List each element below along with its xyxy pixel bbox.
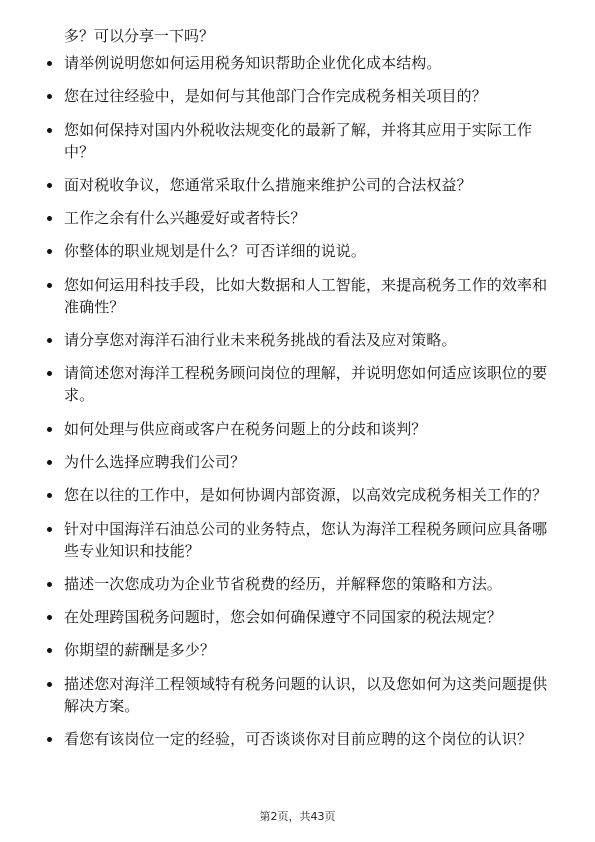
- question-item: [0, 52, 595, 74]
- question-text: 工作之余有什么兴趣爱好或者特长？: [64, 209, 306, 228]
- bullet-icon: [47, 737, 52, 742]
- bullet-icon: [47, 61, 52, 66]
- question-text: 在处理跨国税务问题时，您会如何确保遵守不同国家的税法规定？: [64, 608, 502, 627]
- question-item: [0, 119, 595, 163]
- question-item: [0, 518, 595, 562]
- question-text: 您如何运用科技手段，比如大数据和人工智能，来提高税务工作的效率和准确性？: [64, 275, 548, 316]
- question-text: 请分享您对海洋石油行业未来税务挑战的看法及应对策略。: [64, 331, 457, 350]
- continued-question-text: 多？可以分享一下吗？: [64, 27, 215, 45]
- bullet-icon: [47, 338, 52, 343]
- question-text: 您在过往经验中，是如何与其他部门合作完成税务相关项目的？: [64, 87, 487, 106]
- bullet-icon: [47, 427, 52, 432]
- question-text: 看您有该岗位一定的经验，可否谈谈你对目前应聘的这个岗位的认识？: [64, 730, 533, 749]
- bullet-icon: [47, 128, 52, 133]
- question-text: 针对中国海洋石油总公司的业务特点，您认为海洋工程税务顾问应具备哪些专业知识和技能？: [64, 519, 548, 560]
- question-item: [0, 418, 595, 440]
- question-text: 描述您对海洋工程领域特有税务问题的认识，以及您如何为这类问题提供解决方案。: [64, 674, 548, 715]
- question-text: 为什么选择应聘我们公司？: [64, 452, 246, 471]
- bullet-icon: [47, 460, 52, 465]
- bullet-icon: [47, 682, 52, 687]
- question-text: 您在以往的工作中，是如何协调内部资源，以高效完成税务相关工作的？: [64, 486, 548, 505]
- bullet-icon: [47, 94, 52, 99]
- bullet-icon: [47, 648, 52, 653]
- question-item: [0, 639, 595, 661]
- question-item: [0, 728, 595, 750]
- question-item: [0, 484, 595, 506]
- bullet-icon: [47, 249, 52, 254]
- question-item: [0, 174, 595, 196]
- question-item: [0, 362, 595, 406]
- question-item: [0, 573, 595, 595]
- bullet-icon: [47, 493, 52, 498]
- bullet-icon: [47, 183, 52, 188]
- bullet-icon: [47, 615, 52, 620]
- question-item: [0, 329, 595, 351]
- question-item: [0, 274, 595, 318]
- question-text: 面对税收争议，您通常采取什么措施来维护公司的合法权益？: [64, 175, 472, 194]
- bullet-icon: [47, 582, 52, 587]
- page-number-footer: 第2页，共43页: [259, 810, 336, 823]
- bullet-icon: [47, 527, 52, 532]
- question-text: 请举例说明您如何运用税务知识帮助企业优化成本结构。: [64, 54, 442, 72]
- question-text: 描述一次您成功为企业节省税费的经历，并解释您的策略和方法。: [64, 574, 502, 593]
- question-item: [0, 240, 595, 262]
- question-text: 您如何保持对国内外税收法规变化的最新了解，并将其应用于实际工作中？: [64, 120, 533, 161]
- bullet-icon: [47, 371, 52, 376]
- question-item: [0, 85, 595, 107]
- question-text: 请简述您对海洋工程税务顾问岗位的理解，并说明您如何适应该职位的要求。: [64, 364, 548, 405]
- question-item: [0, 606, 595, 628]
- question-item: [0, 207, 595, 229]
- question-item: [0, 451, 595, 473]
- question-text: 你整体的职业规划是什么？可否详细的说说。: [64, 242, 367, 261]
- question-item: [0, 673, 595, 717]
- question-text: 如何处理与供应商或客户在税务问题上的分歧和谈判？: [64, 419, 427, 438]
- bullet-icon: [47, 283, 52, 288]
- bullet-icon: [47, 216, 52, 221]
- question-list: [0, 52, 595, 761]
- question-text: 你期望的薪酬是多少？: [64, 641, 216, 660]
